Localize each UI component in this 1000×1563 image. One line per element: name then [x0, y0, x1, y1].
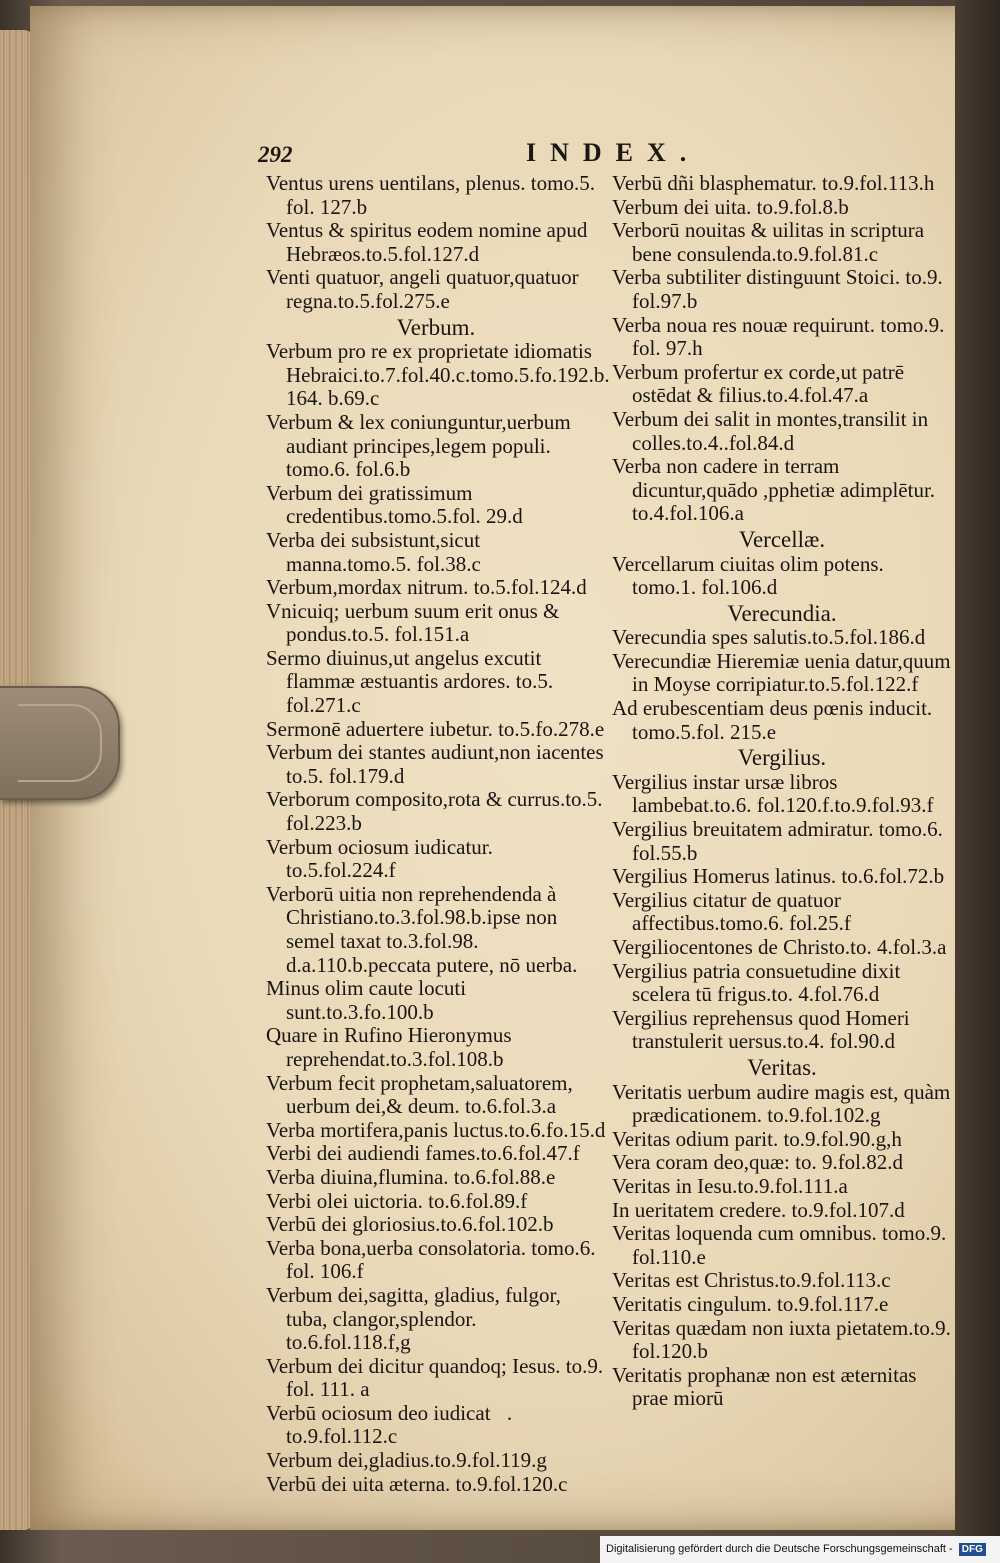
- index-entry: Vnicuiq; uerbum suum erit onus & pondus.to.5. fol.151.a: [266, 598, 560, 647]
- index-entry: Verba subtiliter distinguunt Stoici. to.9. fol.97.b: [612, 265, 943, 313]
- index-entry: Verbum dei uita. to.9.fol.8.b: [612, 194, 849, 219]
- index-entry: Verbū ociosum deo iudicatᷣ. to.9.fol.112.c: [266, 1400, 513, 1449]
- index-entry: Verbum dei,gladius.to.9.fol.119.g: [266, 1448, 547, 1473]
- index-entry: Vergilius reprehensus quod Homeri transtulerit uersus.to.4. fol.90.d: [612, 1005, 910, 1054]
- index-entry: Verbi olei uictoria. to.6.fol.89.f: [266, 1188, 528, 1213]
- index-entry: Veritatis prophanæ non est æternitas prae miorū: [612, 1362, 917, 1411]
- index-entry: Verba mortifera,panis luctus.to.6.fo.15.d: [266, 1117, 606, 1142]
- index-entry: Verbū dei gloriosius.to.6.fol.102.b: [266, 1212, 554, 1237]
- index-entry: Vergilius instar ursæ libros lambebat.to.6. fol.120.f.to.9.fol.93.f: [612, 769, 934, 818]
- index-entry: Verborum composito,rota & currus.to.5. fol.223.b: [266, 787, 603, 836]
- page-number: 292: [258, 142, 293, 167]
- index-entry: Verba dei subsistunt,sicut manna.tomo.5. fol.38.c: [266, 527, 481, 576]
- book-spine: [955, 0, 1000, 1563]
- running-title: INDEX.: [526, 138, 701, 167]
- index-entry: Verbum,mordax nitrum. to.5.fol.124.d: [266, 575, 587, 600]
- index-entry: Venti quatuor, angeli quatuor,quatuor regna.to.5.fol.275.e: [266, 265, 579, 313]
- index-entry: Veritas loquenda cum omnibus. tomo.9. fol.110.e: [612, 1221, 947, 1269]
- index-entry: Verbum dei,sagitta, gladius, fulgor, tuba, clangor,splendor. to.6.fol.118.f,g: [266, 1282, 561, 1355]
- index-entry: Veritatis cingulum. to.9.fol.117.e: [612, 1291, 889, 1316]
- index-heading: Veritas.: [747, 1054, 817, 1080]
- index-entry: Vergilius Homerus latinus. to.6.fol.72.b: [612, 864, 945, 889]
- index-heading: Verbum.: [396, 314, 476, 340]
- index-entry: Veritatis uerbum audire magis est, quàm prædicationem. to.9.fol.102.g: [612, 1079, 951, 1128]
- index-entry: Verbum dei dicitur quandoq; Iesus. to.9. fol. 111. a: [266, 1353, 604, 1402]
- index-entry: Verba non cadere in terram dicuntur,quādo ,pphetiæ adimplētur. to.4.fol.106.a: [612, 454, 936, 526]
- index-entry: Quare in Rufino Hieronymus reprehendat.to.3.fol.108.b: [266, 1023, 512, 1071]
- index-entry: Vergilius breuitatem admiratur. tomo.6. fol.55.b: [612, 817, 943, 865]
- index-entry: Veritas est Christus.to.9.fol.113.c: [612, 1268, 891, 1293]
- index-entry: Vergilius citatur de quatuor affectibus.tomo.6. fol.25.f: [612, 887, 851, 936]
- index-entry: Verbum & lex coniunguntur,uerbum audiant principes,legem populi. tomo.6. fol.6.b: [266, 409, 571, 482]
- index-entry: Verba diuina,flumina. to.6.fol.88.e: [266, 1164, 556, 1189]
- index-entry: Veritas in Iesu.to.9.fol.111.a: [612, 1173, 848, 1198]
- index-entry: Verbum profertur ex corde,ut patrē ostēdat & filius.to.4.fol.47.a: [612, 359, 905, 408]
- index-entry: Vercellarum ciuitas olim potens. tomo.1. fol.106.d: [612, 551, 884, 600]
- index-entry: Verbum ociosum iudicatur. to.5.fol.224.f: [266, 834, 493, 883]
- index-entry: In ueritatem credere. to.9.fol.107.d: [612, 1197, 905, 1222]
- index-entry: Verbum fecit prophetam,saluatorem, uerbum dei,& deum. to.6.fol.3.a: [266, 1070, 573, 1119]
- index-entry: Verba bona,uerba consolatoria. tomo.6. fol. 106.f: [266, 1235, 596, 1284]
- digitization-footer: [600, 1536, 1000, 1563]
- index-entry: Verbū dei uita æterna. to.9.fol.120.c: [266, 1471, 568, 1496]
- index-entry: Sermonē aduertere iubetur. to.5.fo.278.e: [266, 716, 605, 741]
- index-entry: Verecundiæ Hieremiæ uenia datur,quum in Moyse corripiatur.to.5.fol.122.f: [612, 648, 951, 697]
- index-entry: Verbum pro re ex proprietate idiomatis Hebraici.to.7.fol.40.c.tomo.5.fo.192.b. 164. b.69.c: [266, 339, 610, 411]
- index-entry: Veritas quædam non iuxta pietatem.to.9. fol.120.b: [612, 1315, 951, 1364]
- index-entry: Ventus & spiritus eodem nomine apud Hebræos.to.5.fol.127.d: [266, 218, 588, 266]
- index-entry: Verborū nouitas & uilitas in scriptura bene consulenda.to.9.fol.81.c: [612, 218, 925, 266]
- index-entry: Verba noua res nouæ requirunt. tomo.9. fol. 97.h: [612, 312, 945, 361]
- index-entry: Minus olim caute locuti sunt.to.3.fo.100.b: [266, 976, 467, 1024]
- index-entry: Verecundia spes salutis.to.5.fol.186.d: [612, 625, 926, 650]
- index-entry: Verbum dei gratissimum credentibus.tomo.5.fol. 29.d: [266, 480, 523, 529]
- index-entry: Verbum dei salit in montes,transilit in colles.to.4..fol.84.d: [612, 406, 929, 455]
- index-entry: Vergilius patria consuetudine dixit scelera tū frigus.to. 4.fol.76.d: [612, 958, 901, 1007]
- footer-text: Digitalisierung gefördert durch die Deutsche Forschungsgemeinschaft -: [606, 1543, 953, 1555]
- dfg-logo: DFG: [959, 1543, 986, 1556]
- index-heading: Vercellæ.: [738, 526, 826, 552]
- index-entry: Verbū dñi blasphematur. to.9.fol.113.h: [612, 171, 935, 195]
- index-entry: Ventus urens uentilans, plenus. tomo.5. fol. 127.b: [266, 171, 595, 219]
- index-entry: Sermo diuinus,ut angelus excutit flammæ æstuantis ardores. to.5. fol.271.c: [266, 645, 554, 718]
- index-entry: Ad erubescentiam deus pœnis inducit. tomo.5.fol. 215.e: [612, 696, 933, 744]
- index-entry: Vera coram deo,quæ: to. 9.fol.82.d: [612, 1150, 904, 1175]
- index-entry: Veritas odium parit. to.9.fol.90.g,h: [612, 1126, 902, 1151]
- index-entry: Verbum dei stantes audiunt,non iacentes to.5. fol.179.d: [266, 740, 604, 788]
- clip-marker: [0, 686, 120, 800]
- index-entry: Verborū uitia non reprehendenda à Christiano.to.3.fol.98.b.ipse non semel taxat to.3.fol.98. d.a.110.b.peccata putere, nō uerba.: [266, 881, 578, 977]
- index-entry: Vergiliocentones de Christo.to. 4.fol.3.a: [612, 935, 947, 959]
- index-column-right: [612, 172, 952, 1411]
- index-column-left: [266, 171, 610, 1496]
- index-entry: Verbi dei audiendi fames.to.6.fol.47.f: [266, 1141, 580, 1166]
- index-heading: Verecundia.: [727, 600, 837, 626]
- index-heading: Vergilius.: [737, 745, 827, 771]
